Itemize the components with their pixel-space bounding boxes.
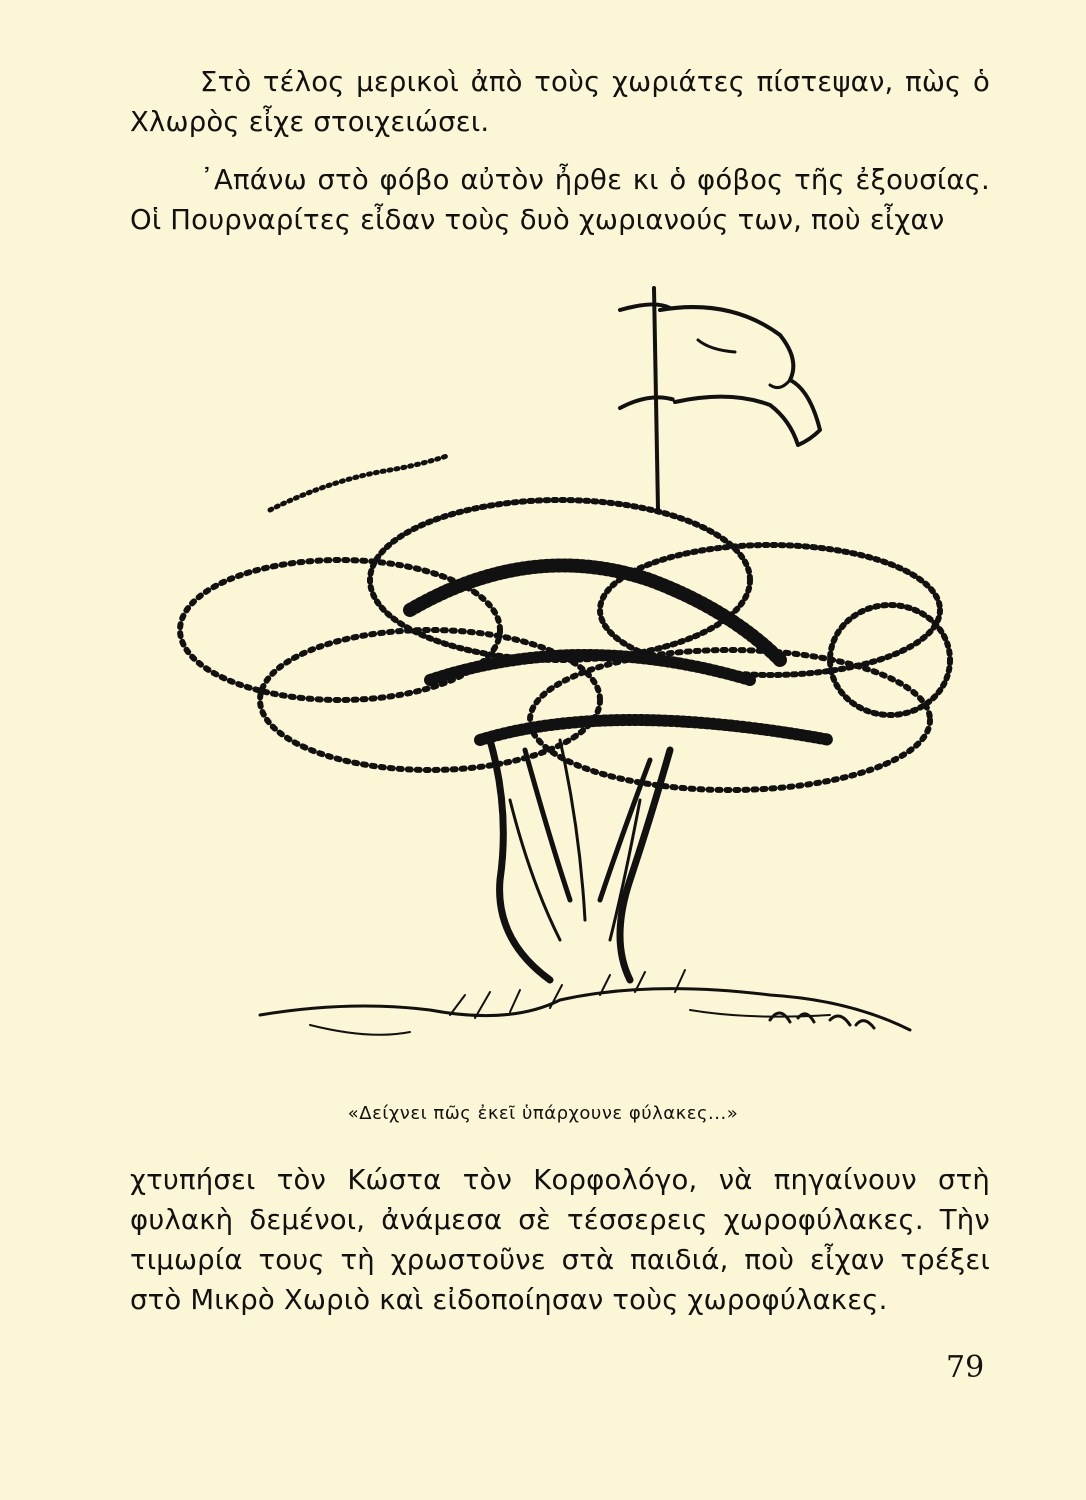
tree-with-flag-illustration (130, 280, 960, 1090)
paragraph-2: ᾿Απάνω στὸ φόβο αὐτὸν ἦρθε κι ὁ φόβος τῆς ἐξουσίας. Οἱ Πουρναρίτες εἶδαν τοὺς δυὸ χωριανούς των, ποὺ εἶχαν (130, 164, 990, 236)
illustration-caption: «Δείχνει πῶς ἐκεῖ ὑπάρχουνε φύλακες...» (347, 1103, 739, 1124)
paragraph-3: χτυπήσει τὸν Κώστα τὸν Κορφολόγο, νὰ πηγαίνουν στὴ φυλακὴ δεμένοι, ἀνάμεσα σὲ τέσσερεις χωροφύλακες. Τὴν τιμωρία τους τὴ χρωστοῦνε στὰ παιδιά, ποὺ εἶχαν τρέξει στὸ Μικρὸ Χωριὸ καὶ εἰδοποίησαν τοὺς χωροφύλακες. (130, 1164, 990, 1316)
top-text (130, 62, 990, 240)
bottom-text (130, 1160, 990, 1320)
page-number: 79 (946, 1350, 985, 1385)
paragraph-1: Στὸ τέλος μερικοὶ ἀπὸ τοὺς χωριάτες πίστεψαν, πὼς ὁ Χλωρὸς εἶχε στοιχειώσει. (130, 66, 990, 138)
